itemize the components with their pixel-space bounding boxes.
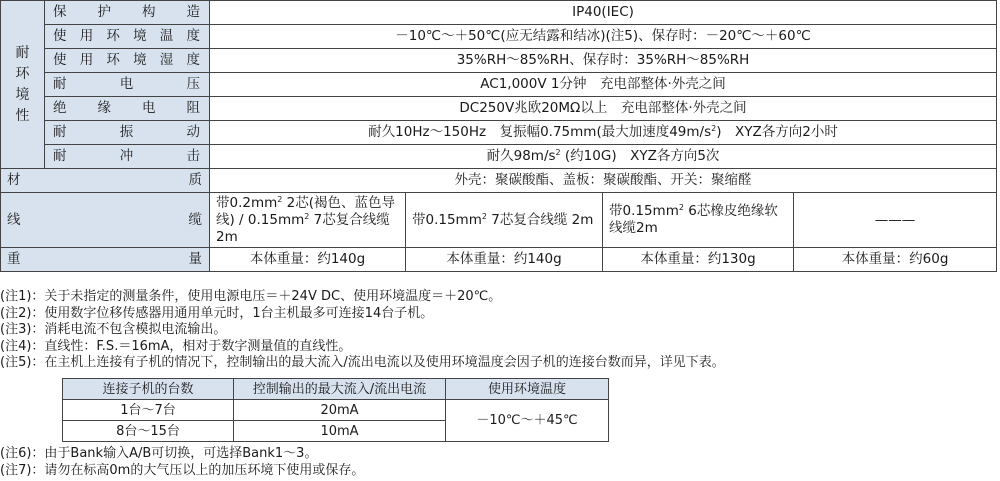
weight-cell: 本体重量：约60g [794, 248, 997, 272]
row-label: 耐电压 [45, 73, 210, 97]
weight-cell: 本体重量：约140g [406, 248, 603, 272]
cable-cell: 带$0.2mm^2$ 2芯(褐色、蓝色导线) / $0.15mm^2$ 7芯复合线缆 2m [210, 193, 406, 248]
note-line: (注7)：请勿在标高0m的大气压以上的加压环境下使用或保存。 [0, 462, 365, 478]
cable-cell: 带$0.15mm^2$ 7芯复合线缆 2m [406, 193, 603, 248]
row-label: 使用环境温度 [45, 25, 210, 49]
row-value: 耐久$98m/s^2$ (约10G) XYZ各方向5次 [210, 145, 997, 169]
note-line: (注5)：在主机上连接有子机的情况下，控制输出的最大流入/流出电流以及使用环境温度会因子机的连接台数而异，详见下表。 [0, 355, 725, 370]
row-label: 线缆 [1, 193, 210, 248]
table-row [63, 400, 609, 421]
env-category-cell [1, 1, 45, 169]
connection-table-header [63, 379, 609, 400]
spec-row-material [1, 169, 997, 193]
row-value: IP40(IEC) [210, 1, 997, 25]
row-value: －10℃～＋50℃(应无结露和结冰)(注5)、保存时：－20℃～＋60℃ [210, 25, 997, 49]
env-category-label: 耐环境性 [15, 44, 30, 124]
row-value: 外壳：聚碳酸酯、盖板：聚碳酸酯、开关：聚缩醛 [210, 169, 997, 193]
spec-row-temp [1, 25, 997, 49]
header-cell: 控制输出的最大流入/流出电流 [234, 379, 446, 400]
notes-top [0, 289, 725, 372]
cable-cell-dash: ——— [794, 193, 997, 248]
connection-table [62, 378, 609, 442]
header-cell: 使用环境温度 [446, 379, 609, 400]
row-label: 材质 [1, 169, 210, 193]
current-cell: 10mA [234, 421, 446, 442]
row-label: 耐振动 [45, 121, 210, 145]
note-line: (注2)：使用数字位移传感器用通用单元时，1台主机最多可连接14台子机。 [0, 305, 434, 321]
row-value: DC250V兆欧20MΩ以上 充电部整体·外壳之间 [210, 97, 997, 121]
note-line: (注6)：由于Bank输入A/B可切换，可选择Bank1～3。 [0, 446, 318, 461]
header-cell: 连接子机的台数 [63, 379, 234, 400]
row-value: AC1,000V 1分钟 充电部整体·外壳之间 [210, 73, 997, 97]
note-line: (注4)：直线性：F.S.＝16mA，相对于数字测量值的直线性。 [0, 338, 352, 354]
cable-cell: 带$0.15mm^2$ 6芯橡皮绝缘软线缆2m [603, 193, 794, 248]
spec-row-protection [1, 1, 997, 25]
spec-row-vibration [1, 121, 997, 145]
current-cell: 20mA [234, 400, 446, 421]
count-cell: 8台～15台 [63, 421, 234, 442]
spec-row-humidity [1, 49, 997, 73]
row-label: 使用环境湿度 [45, 49, 210, 73]
row-label: 耐冲击 [45, 145, 210, 169]
row-label: 重量 [1, 248, 210, 272]
temperature-cell: －10℃～＋45℃ [446, 400, 609, 442]
count-cell: 1台～7台 [63, 400, 234, 421]
spec-row-shock [1, 145, 997, 169]
spec-row-insulation [1, 97, 997, 121]
row-label: 保护构造 [45, 1, 210, 25]
spec-row-cable [1, 193, 997, 248]
note-line: (注1)：关于未指定的测量条件，使用电源电压＝＋24V DC、使用环境温度＝＋20℃。 [0, 289, 502, 304]
notes-bottom [0, 446, 364, 479]
spec-row-weight [1, 248, 997, 272]
row-value: 耐久10Hz～150Hz 复振幅0.75mm(最大加速度$49m/s^2$) XYZ各方向2小时 [210, 121, 997, 145]
row-label: 绝缘电阻 [45, 97, 210, 121]
weight-cell: 本体重量：约140g [210, 248, 406, 272]
weight-cell: 本体重量：约130g [603, 248, 794, 272]
note-line: (注3)：消耗电流不包含模拟电流输出。 [0, 322, 227, 337]
spec-row-voltage [1, 73, 997, 97]
row-value: 35%RH～85%RH、保存时：35%RH～85%RH [210, 49, 997, 73]
